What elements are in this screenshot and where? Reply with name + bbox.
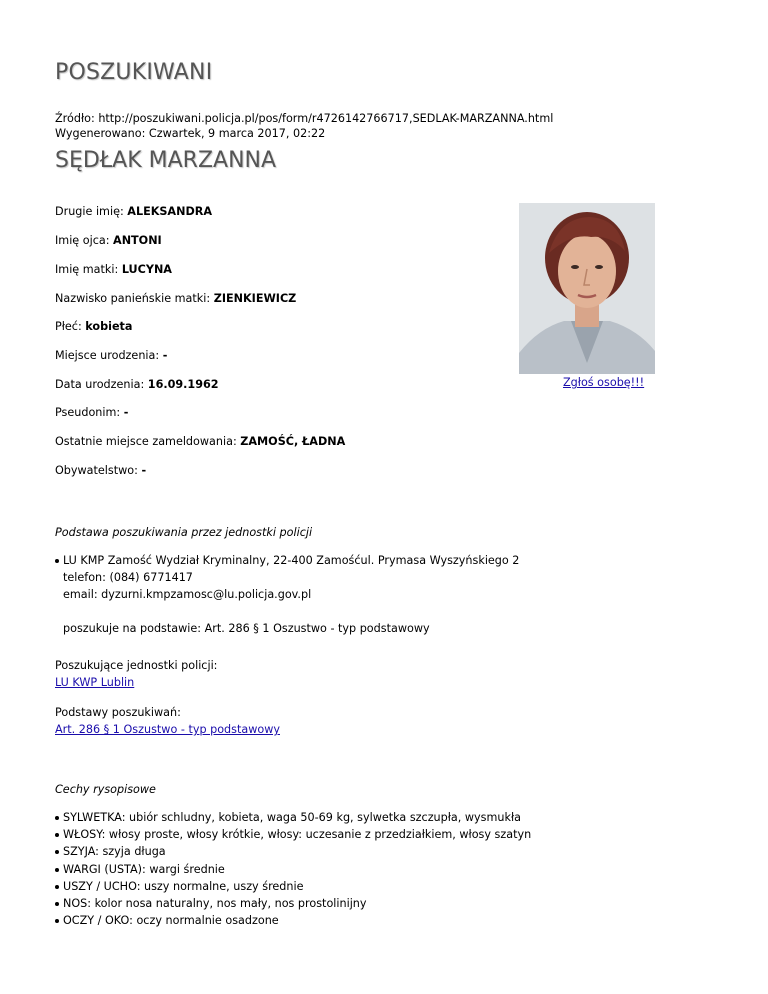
- search-units-label: Poszukujące jednostki policji:: [55, 659, 218, 672]
- report-person-link[interactable]: Zgłoś osobę!!!: [563, 376, 645, 389]
- basis-text: poszukuje na podstawie: Art. 286 § 1 Oszustwo - typ podstawowy: [63, 622, 430, 635]
- page-title: POSZUKIWANI: [55, 60, 213, 85]
- search-bases-label: Podstawy poszukiwań:: [55, 706, 181, 719]
- basis-unit-list: [55, 552, 519, 569]
- features-list: [55, 809, 531, 929]
- person-photo: [519, 203, 655, 374]
- field-birth-place: Miejsce urodzenia: -: [55, 349, 168, 362]
- source-url: Źródło: http://poszukiwani.policja.pl/pos/form/r4726142766717,SEDLAK-MARZANNA.html: [55, 112, 554, 125]
- feature-item: WARGI (USTA): wargi średnie: [55, 861, 531, 878]
- person-name: SĘDŁAK MARZANNA: [55, 148, 277, 173]
- search-units: [55, 657, 217, 691]
- unit-phone: telefon: (084) 6771417: [63, 571, 193, 584]
- features-section-title: Cechy rysopisowe: [55, 783, 156, 796]
- feature-item: OCZY / OKO: oczy normalnie osadzone: [55, 912, 531, 929]
- field-last-residence: Ostatnie miejsce zameldowania: ZAMOŚĆ, ŁADNA: [55, 435, 346, 448]
- unit-email: email: dyzurni.kmpzamosc@lu.policja.gov.pl: [63, 588, 312, 601]
- field-mother-name: Imię matki: LUCYNA: [55, 263, 172, 276]
- generated-date: Wygenerowano: Czwartek, 9 marca 2017, 02:22: [55, 127, 326, 140]
- field-father-name: Imię ojca: ANTONI: [55, 234, 162, 247]
- basis-unit-contact: [63, 569, 311, 603]
- source-info: [55, 111, 553, 141]
- feature-item: NOS: kolor nosa naturalny, nos mały, nos prostolinijny: [55, 895, 531, 912]
- field-birth-date: Data urodzenia: 16.09.1962: [55, 378, 219, 391]
- person-photo-illustration: [519, 203, 655, 374]
- search-bases: [55, 704, 280, 738]
- feature-item: SYLWETKA: ubiór schludny, kobieta, waga 50-69 kg, sylwetka szczupła, wysmukła: [55, 809, 531, 826]
- basis-unit-item: LU KMP Zamość Wydział Kryminalny, 22-400 Zamośćul. Prymasa Wyszyńskiego 2: [55, 552, 519, 569]
- feature-item: USZY / UCHO: uszy normalne, uszy średnie: [55, 878, 531, 895]
- field-sex: Płeć: kobieta: [55, 320, 133, 333]
- field-citizenship: Obywatelstwo: -: [55, 464, 147, 477]
- field-nickname: Pseudonim: -: [55, 406, 129, 419]
- field-mother-maiden-name: Nazwisko panieńskie matki: ZIENKIEWICZ: [55, 292, 297, 305]
- field-second-name: Drugie imię: ALEKSANDRA: [55, 205, 213, 218]
- basis-section-title: Podstawa poszukiwania przez jednostki policji: [55, 526, 313, 539]
- feature-item: SZYJA: szyja długa: [55, 843, 531, 860]
- search-unit-link[interactable]: LU KWP Lublin: [55, 676, 135, 689]
- feature-item: WŁOSY: włosy proste, włosy krótkie, włosy: uczesanie z przedziałkiem, włosy szatyn: [55, 826, 531, 843]
- search-basis-link[interactable]: Art. 286 § 1 Oszustwo - typ podstawowy: [55, 723, 280, 736]
